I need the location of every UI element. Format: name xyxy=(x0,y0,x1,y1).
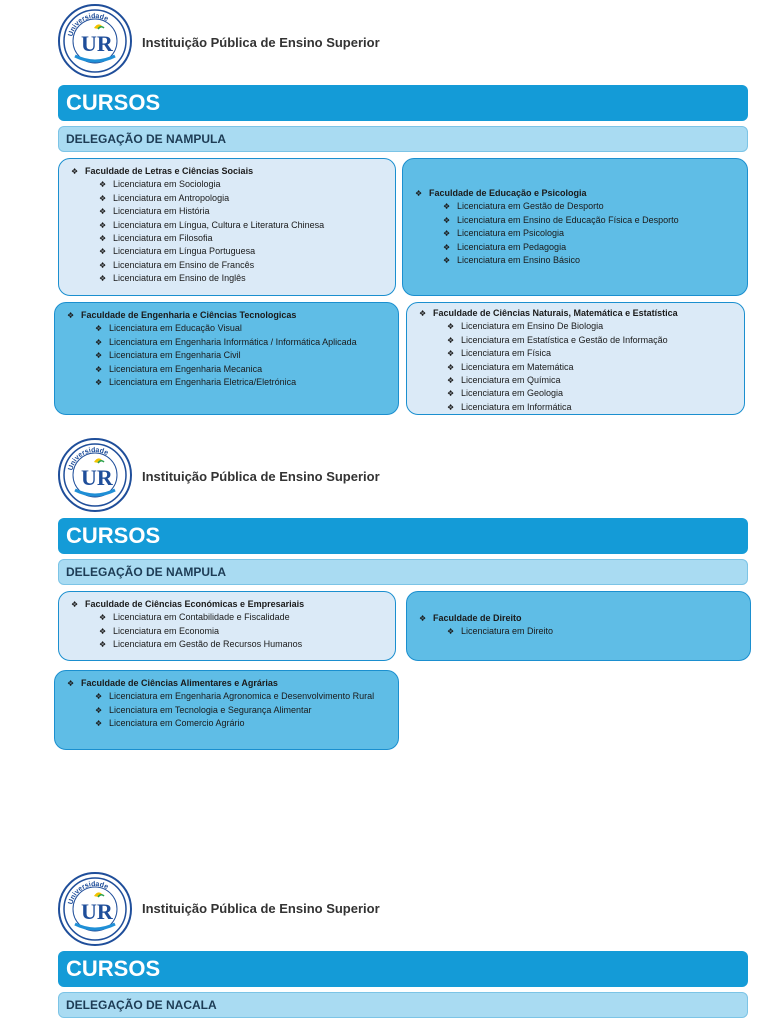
course-item: ❖ Licenciatura em Sociologia xyxy=(69,178,385,191)
university-logo xyxy=(58,438,132,512)
course-item: ❖ Licenciatura em Gestão de Desporto xyxy=(413,200,737,213)
course-item: ❖ Licenciatura em Educação Visual xyxy=(65,322,388,335)
institution-label: Instituição Pública de Ensino Superior xyxy=(142,35,380,50)
logo-monogram: UR xyxy=(81,31,113,56)
faculty-title: ❖ Faculdade de Ciências Naturais, Matemática e Estatística xyxy=(417,307,734,320)
institution-label: Instituição Pública de Ensino Superior xyxy=(142,469,380,484)
faculty-title: ❖ Faculdade de Letras e Ciências Sociais xyxy=(69,165,385,178)
faculty-box xyxy=(58,158,396,296)
course-item: ❖ Licenciatura em Geologia xyxy=(417,387,734,400)
logo-monogram: UR xyxy=(81,465,113,490)
logo-arc-text: Universidade xyxy=(67,12,110,38)
course-item: ❖ Licenciatura em Comercio Agrário xyxy=(65,717,388,730)
university-logo xyxy=(58,4,132,78)
university-logo-art xyxy=(60,440,130,510)
logo-arc-text: Universidade xyxy=(67,446,110,472)
course-item: ❖ Licenciatura em Antropologia xyxy=(69,192,385,205)
delegation-header: DELEGAÇÃO DE NAMPULA xyxy=(58,559,748,585)
delegation-header: DELEGAÇÃO DE NACALA xyxy=(58,992,748,1018)
faculty-title: ❖ Faculdade de Direito xyxy=(417,612,740,625)
course-item: ❖ Licenciatura em Contabilidade e Fiscalidade xyxy=(69,611,385,624)
delegation-header: DELEGAÇÃO DE NAMPULA xyxy=(58,126,748,152)
faculty-title: ❖ Faculdade de Ciências Alimentares e Agrárias xyxy=(65,677,388,690)
course-item: ❖ Licenciatura em Química xyxy=(417,374,734,387)
course-item: ❖ Licenciatura em Informática xyxy=(417,401,734,414)
course-item: ❖ Licenciatura em Filosofia xyxy=(69,232,385,245)
course-item: ❖ Licenciatura em Engenharia Informática / Informática Aplicada xyxy=(65,336,388,349)
course-item: ❖ Licenciatura em Economia xyxy=(69,625,385,638)
course-item: ❖ Licenciatura em Engenharia Civil xyxy=(65,349,388,362)
course-item: ❖ Licenciatura em Ensino de Educação Física e Desporto xyxy=(413,214,737,227)
course-item: ❖ Licenciatura em Matemática xyxy=(417,361,734,374)
cursos-banner: CURSOS xyxy=(58,951,748,987)
faculty-box xyxy=(54,302,399,415)
faculty-box xyxy=(58,591,396,661)
logo-arc-text: Universidade xyxy=(67,880,110,906)
course-item: ❖ Licenciatura em Língua Portuguesa xyxy=(69,245,385,258)
course-item: ❖ Licenciatura em Gestão de Recursos Humanos xyxy=(69,638,385,651)
university-logo-art xyxy=(60,874,130,944)
course-item: ❖ Licenciatura em História xyxy=(69,205,385,218)
course-item: ❖ Licenciatura em Engenharia Agronomica e Desenvolvimento Rural xyxy=(65,690,388,703)
faculty-box xyxy=(54,670,399,750)
course-item: ❖ Licenciatura em Pedagogia xyxy=(413,241,737,254)
logo-monogram: UR xyxy=(81,899,113,924)
cursos-banner: CURSOS xyxy=(58,518,748,554)
faculty-title: ❖ Faculdade de Educação e Psicologia xyxy=(413,187,737,200)
course-item: ❖ Licenciatura em Engenharia Eletrica/Eletrónica xyxy=(65,376,388,389)
cursos-banner: CURSOS xyxy=(58,85,748,121)
course-item: ❖ Licenciatura em Psicologia xyxy=(413,227,737,240)
university-logo xyxy=(58,872,132,946)
course-item: ❖ Licenciatura em Língua, Cultura e Literatura Chinesa xyxy=(69,219,385,232)
course-item: ❖ Licenciatura em Engenharia Mecanica xyxy=(65,363,388,376)
faculty-box xyxy=(406,302,745,415)
faculty-box xyxy=(406,591,751,661)
institution-label: Instituição Pública de Ensino Superior xyxy=(142,901,380,916)
course-item: ❖ Licenciatura em Tecnologia e Segurança Alimentar xyxy=(65,704,388,717)
faculty-box xyxy=(402,158,748,296)
faculty-title: ❖ Faculdade de Engenharia e Ciências Tecnologicas xyxy=(65,309,388,322)
course-item: ❖ Licenciatura em Ensino de Inglês xyxy=(69,272,385,285)
course-item: ❖ Licenciatura em Ensino de Francês xyxy=(69,259,385,272)
faculty-title: ❖ Faculdade de Ciências Económicas e Empresariais xyxy=(69,598,385,611)
course-item: ❖ Licenciatura em Estatística e Gestão de Informação xyxy=(417,334,734,347)
course-item: ❖ Licenciatura em Física xyxy=(417,347,734,360)
course-item: ❖ Licenciatura em Ensino Básico xyxy=(413,254,737,267)
university-logo-art xyxy=(60,6,130,76)
course-item: ❖ Licenciatura em Direito xyxy=(417,625,740,638)
course-item: ❖ Licenciatura em Ensino De Biologia xyxy=(417,320,734,333)
